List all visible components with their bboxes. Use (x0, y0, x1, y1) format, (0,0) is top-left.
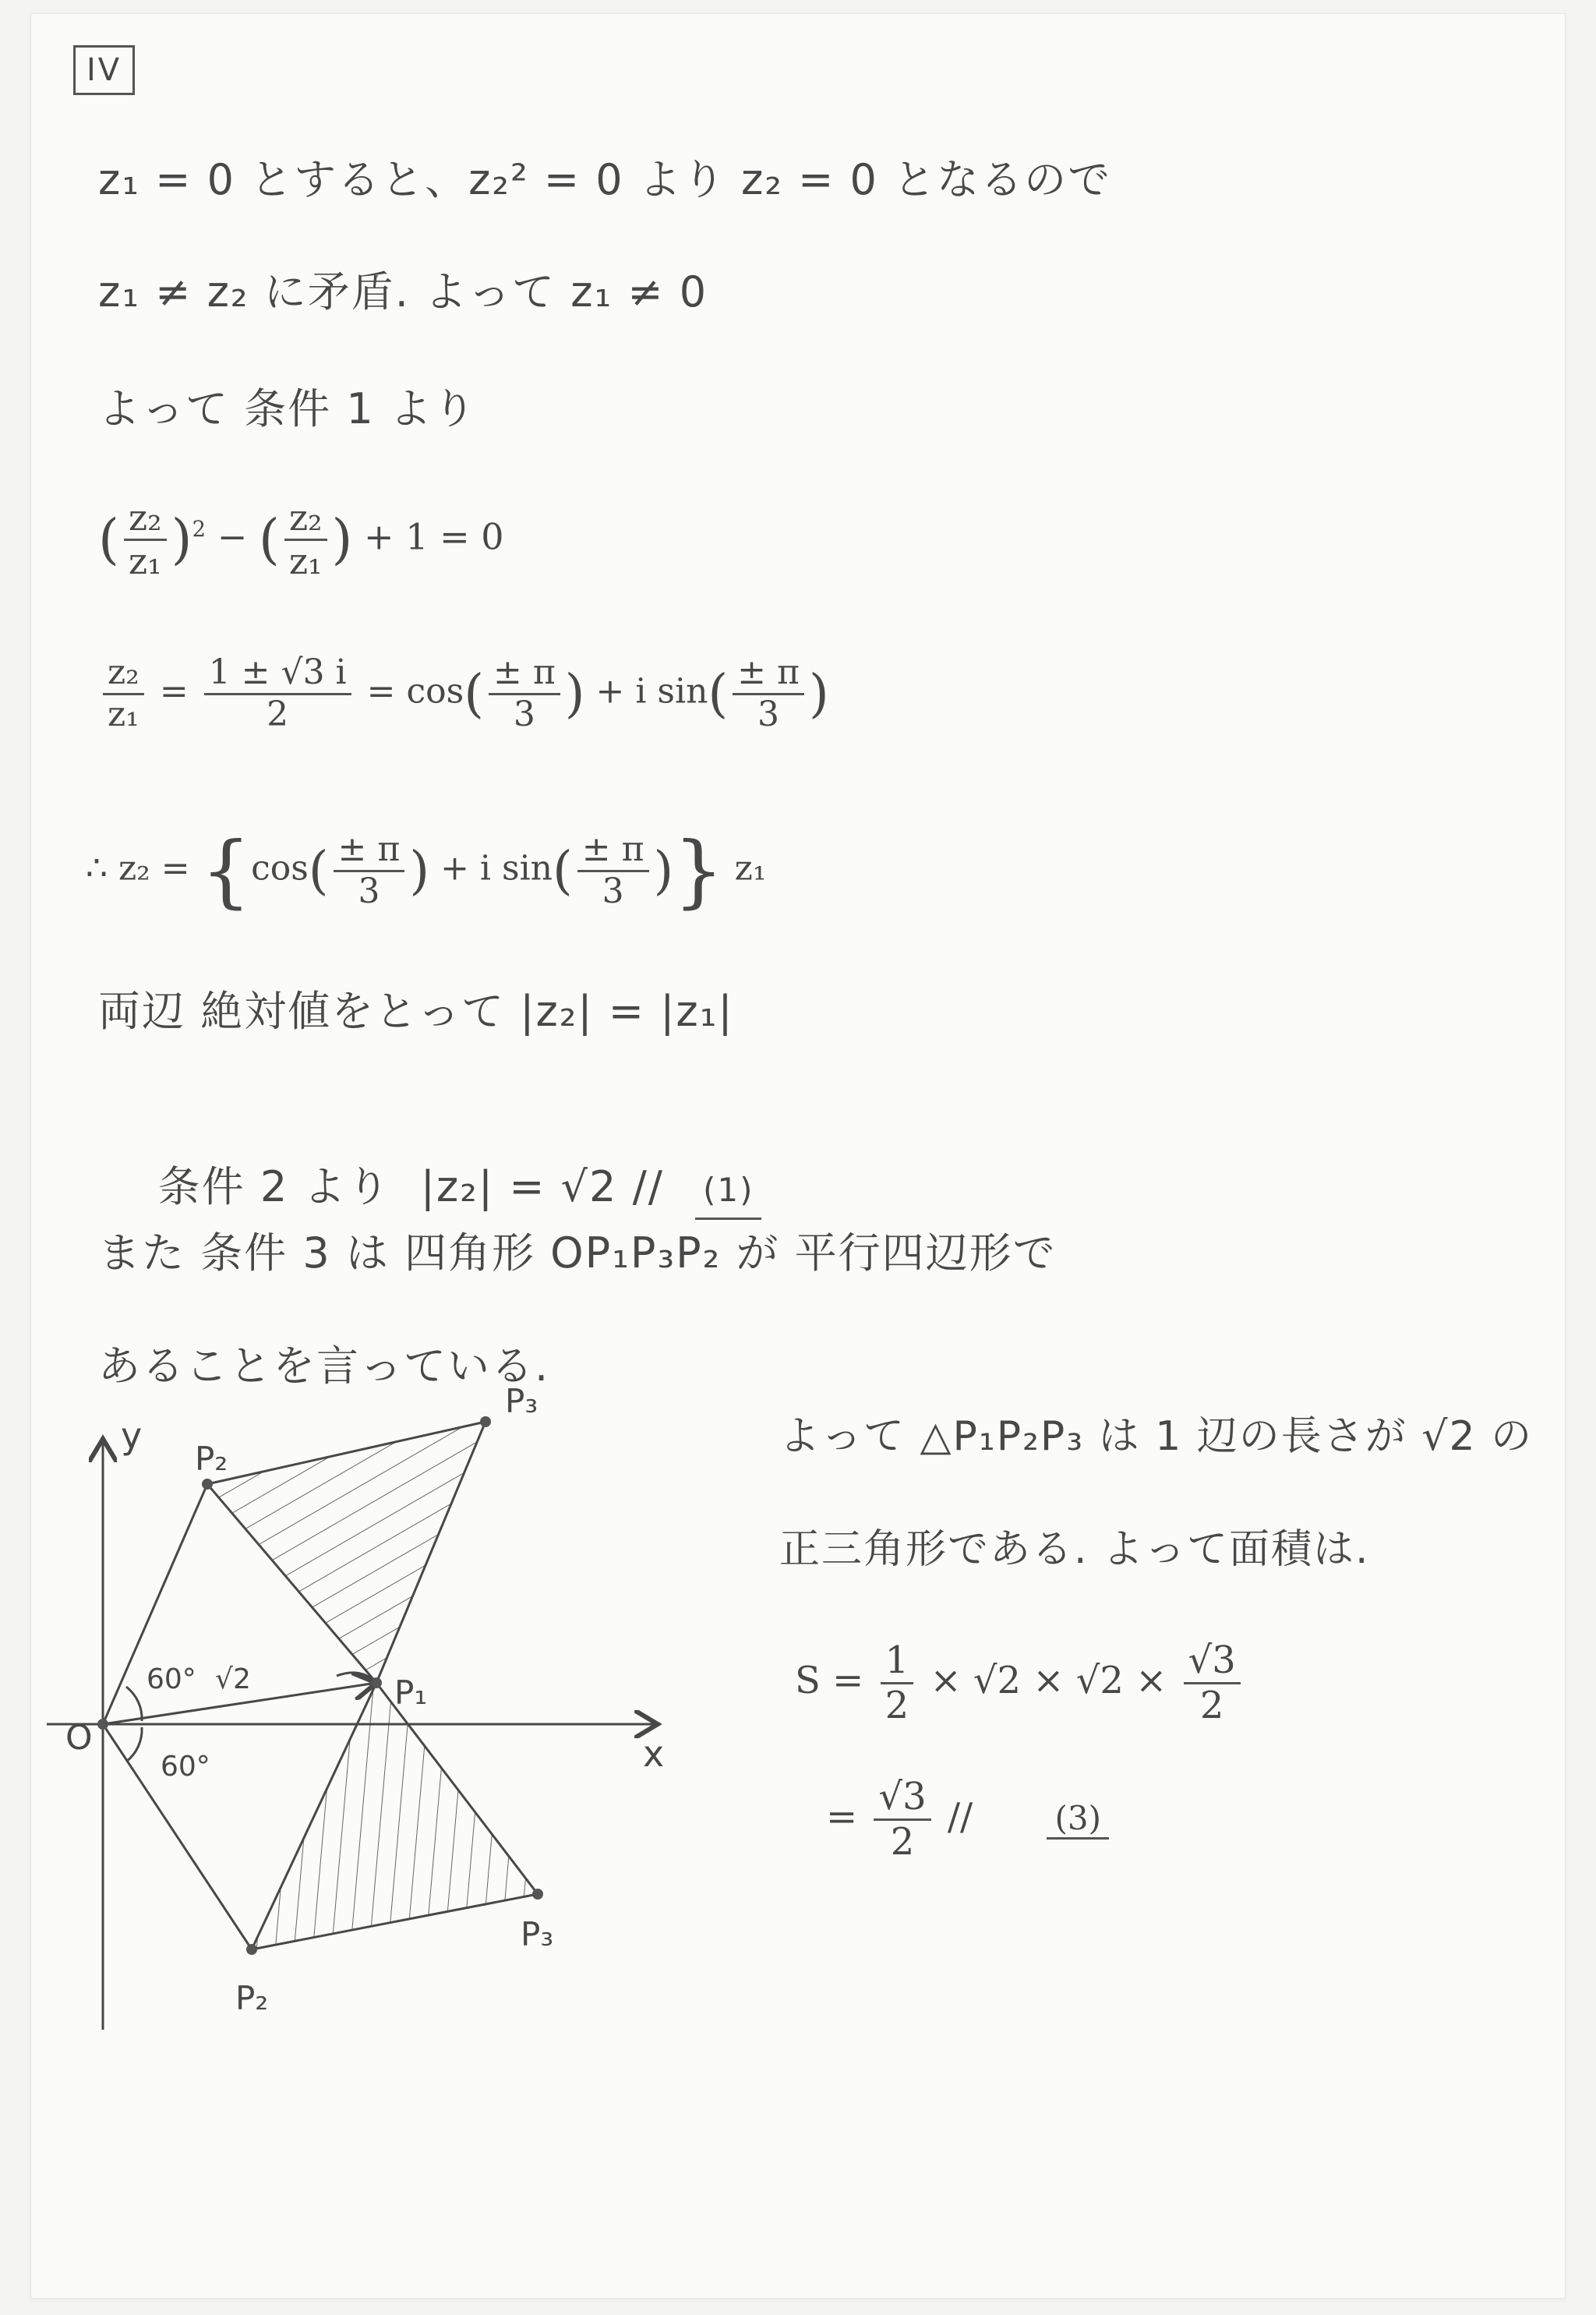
eq2-equals: = (159, 671, 189, 712)
equation-ratio: $\frac{\text{z₂}}{\text{z₁}}$ = $\frac{1 \pm √3 i}{2}$ = cos( $\frac{\pm \pi}{3}$ ) + i sin( $\frac{\pm \pi}{3}$ ) (98, 653, 829, 734)
text-line-2: z₁ ≠ z₂ に矛盾. よって z₁ ≠ 0 (98, 267, 708, 316)
eq1-den-2: z₁ (288, 539, 323, 582)
equation-quadratic: ( $\frac{\text{z₂}}{\text{z₁}}$ )$^2$ − ( $\frac{\text{z₂}}{\text{z₁}}$ ) + 1 = 0 (98, 497, 504, 582)
label-length: √2 (215, 1663, 251, 1695)
hatched-triangle-top (207, 1422, 486, 1683)
right-text-2: 正三角形である. よって面積は. (779, 1526, 1370, 1573)
eq1-num-2: z₂ (284, 497, 327, 541)
eq2-lhs-num: z₂ (103, 653, 144, 695)
answer-tag-1: (1) (695, 1163, 762, 1220)
point-p2-bottom (246, 1944, 257, 1955)
label-angle-bottom: 60° (161, 1751, 210, 1783)
result-mark: // (947, 1795, 973, 1840)
point-p1 (371, 1677, 382, 1688)
eq2-sin-arg-num: ± π (733, 653, 804, 695)
eq2-isin: + i sin (595, 671, 708, 712)
eq2-mid-num: 1 ± √3 i (204, 653, 351, 695)
label-p3-bottom: P₃ (521, 1915, 554, 1953)
label-p3-top: P₃ (505, 1382, 538, 1420)
eq2-mid-den: 2 (267, 694, 289, 734)
area-lhs: S = (795, 1659, 864, 1703)
eq3-cos-arg-num: ± π (334, 830, 405, 872)
angle-arc-top (126, 1687, 142, 1721)
eq3-cos-arg-den: 3 (358, 871, 380, 911)
text-line-statement: あることを言っている. (98, 1341, 550, 1391)
half-den: 2 (885, 1684, 909, 1728)
cond2-text: 条件 2 より |z₂| = √2 // (157, 1162, 664, 1211)
eq1-num-1: z₂ (124, 497, 167, 541)
label-o: O (65, 1718, 93, 1758)
eq3-sin-arg-den: 3 (602, 871, 624, 911)
area-product: × √2 × √2 × (930, 1659, 1167, 1703)
eq3-z1: z₁ (734, 848, 767, 889)
text-line-1: z₁ = 0 とすると、z₂² = 0 より z₂ = 0 となるので (98, 155, 1112, 204)
eq3-cos: cos (251, 848, 309, 889)
text-line-cond3: また 条件 3 は 四角形 OP₁P₃P₂ が 平行四辺形で (98, 1228, 1057, 1278)
section-number-box: IV (73, 45, 135, 95)
label-angle-top: 60° (147, 1663, 196, 1695)
label-p2-bottom: P₂ (235, 1979, 269, 2017)
eq1-tail: + 1 = 0 (364, 515, 504, 558)
eq3-isin: + i sin (440, 848, 553, 889)
point-p3-top (480, 1416, 491, 1427)
parallelogram-diagram (31, 14, 1565, 2298)
eq2-cos-arg-den: 3 (513, 694, 535, 734)
point-o (97, 1719, 108, 1730)
equation-z2: ∴ z₂ = {cos( $\frac{\pm \pi}{3}$ ) + i sin( $\frac{\pm \pi}{3}$ )} z₁ (86, 825, 767, 917)
angle-arc-bottom (126, 1727, 142, 1762)
text-line-abs: 両辺 絶対値をとって |z₂| = |z₁| (98, 987, 734, 1036)
text-line-3: よって 条件 1 より (98, 384, 477, 433)
therefore-mark: ∴ (86, 848, 108, 889)
root3-den: 2 (1199, 1684, 1224, 1728)
answer-tag-3: (3) (1047, 1799, 1109, 1840)
half-num: 1 (881, 1639, 914, 1684)
label-p1: P₁ (394, 1674, 428, 1712)
hatched-triangle-bottom (252, 1683, 538, 1949)
point-p2-top (202, 1479, 213, 1490)
point-p3-bottom (532, 1889, 543, 1900)
area-result (826, 1776, 1109, 1864)
eq3-lhs: z₂ = (118, 848, 190, 889)
answer-sheet (31, 14, 1565, 2298)
eq2-cos-arg-num: ± π (489, 653, 560, 695)
eq1-den-1: z₁ (128, 539, 162, 582)
result-num: √3 (874, 1776, 930, 1821)
eq2-cos: = cos (366, 671, 464, 712)
label-p2-top: P₂ (195, 1440, 228, 1478)
eq3-sin-arg-num: ± π (577, 830, 649, 872)
label-x: x (643, 1733, 665, 1775)
eq2-lhs-den: z₁ (108, 694, 139, 734)
result-equals: = (826, 1795, 858, 1840)
right-text-1: よって △P₁P₂P₃ は 1 辺の長さが √2 の (779, 1413, 1534, 1460)
eq1-minus: − (217, 515, 248, 558)
area-formula (795, 1639, 1245, 1727)
result-den: 2 (890, 1820, 915, 1864)
root3-num: √3 (1184, 1639, 1241, 1684)
eq1-exp: 2 (192, 516, 207, 543)
label-y: y (121, 1415, 143, 1457)
eq2-sin-arg-den: 3 (757, 694, 780, 734)
